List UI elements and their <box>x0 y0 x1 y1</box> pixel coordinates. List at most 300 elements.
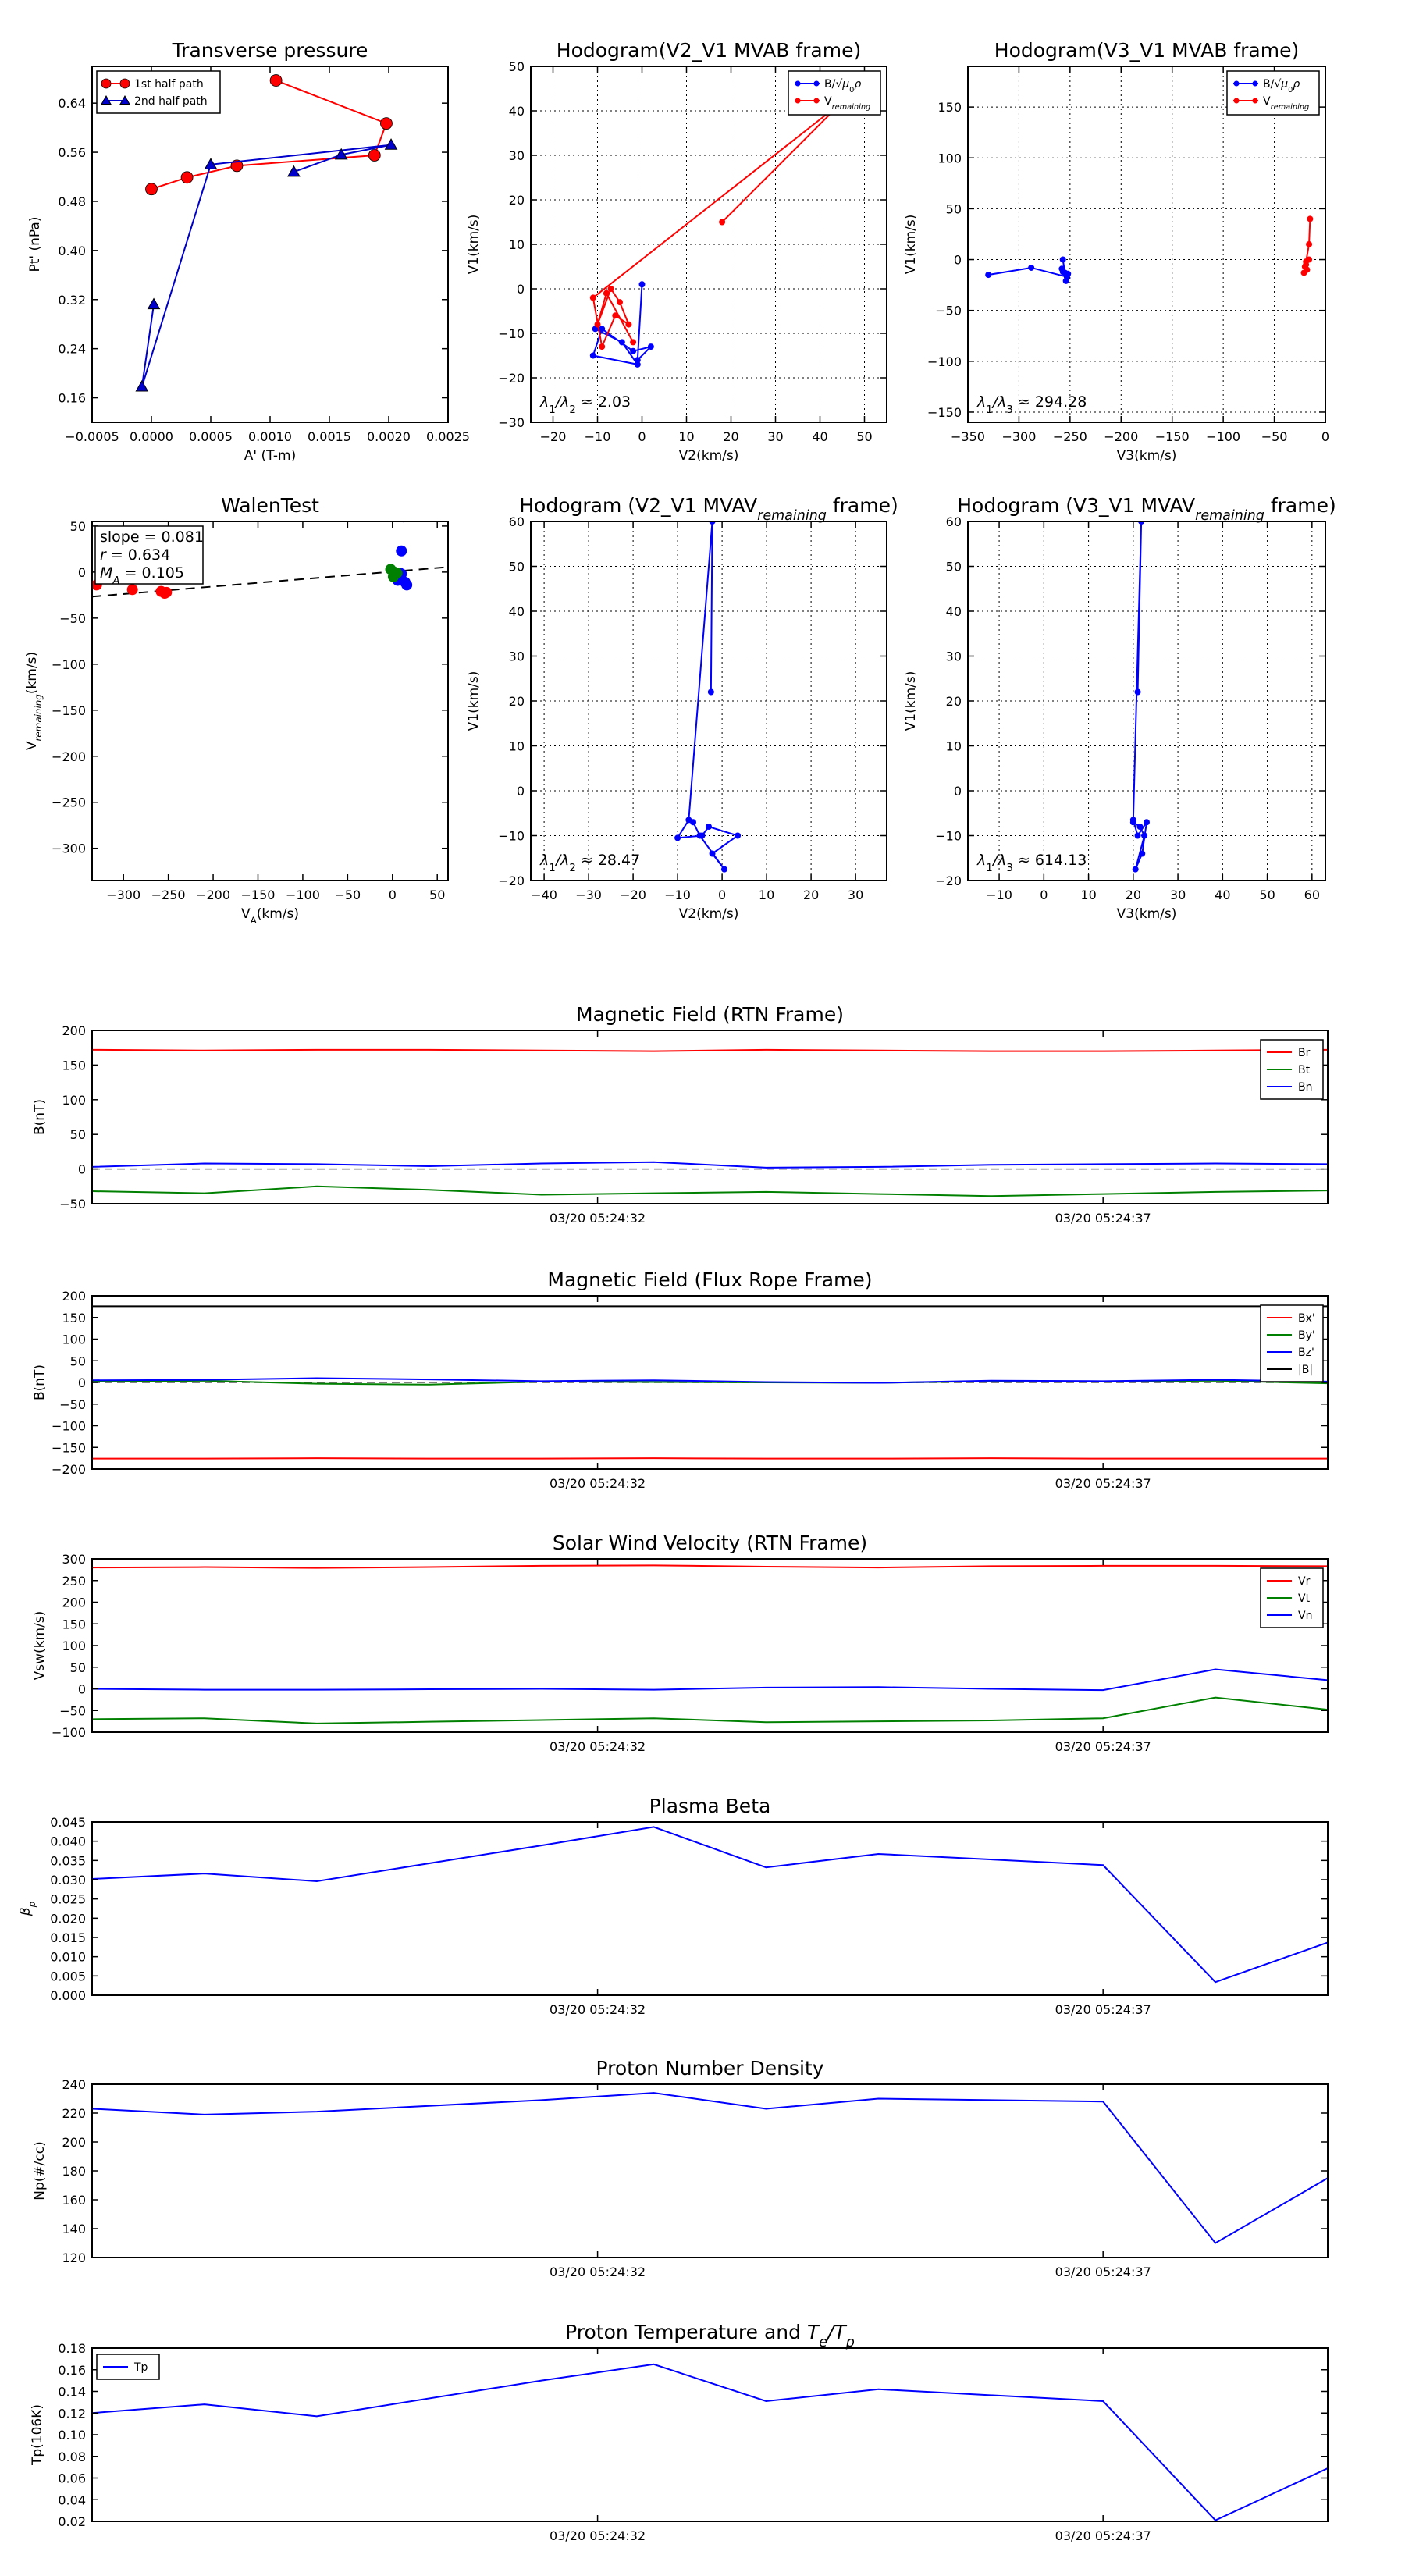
y-tick-label: 100 <box>62 1638 86 1653</box>
plot-area <box>985 215 1313 283</box>
y-tick-label: 30 <box>508 649 525 664</box>
y-tick-label: 300 <box>62 1552 86 1567</box>
data-point <box>181 172 193 183</box>
y-axis-label: Tp(106K) <box>30 2403 45 2466</box>
y-tick-label: −50 <box>59 1197 86 1212</box>
y-tick-label: 40 <box>508 104 525 119</box>
x-tick-label: 03/20 05:24:37 <box>1055 1739 1151 1754</box>
x-tick-label: 0 <box>638 429 646 444</box>
x-tick-label: 03/20 05:24:37 <box>1055 2002 1151 2017</box>
y-tick-label: −200 <box>52 749 86 764</box>
y-tick-label: 100 <box>62 1332 86 1347</box>
data-point <box>388 571 399 582</box>
y-tick-label: 160 <box>62 2193 86 2208</box>
y-tick-label: 0.010 <box>50 1949 86 1965</box>
series-line-Bn <box>92 1162 1328 1168</box>
y-tick-label: −50 <box>935 303 962 318</box>
legend-label: Bt <box>1298 1064 1311 1076</box>
data-point <box>127 584 138 595</box>
data-point <box>635 357 641 363</box>
chart-h21 <box>466 39 887 464</box>
y-tick-label: −10 <box>498 326 525 341</box>
data-point <box>1307 215 1313 222</box>
data-point <box>639 281 646 287</box>
x-tick-label: 50 <box>429 888 446 902</box>
axes-frame <box>92 2348 1328 2521</box>
data-point <box>595 322 601 328</box>
y-tick-label: 0.035 <box>50 1853 86 1869</box>
x-tick-label: −40 <box>531 888 557 902</box>
x-tick-label: −250 <box>1052 429 1087 444</box>
y-axis-label: Vsw(km/s) <box>32 1610 48 1681</box>
y-tick-label: 100 <box>62 1092 86 1108</box>
y-tick-label: 30 <box>508 148 525 163</box>
legend-marker <box>795 81 801 87</box>
y-tick-label: 0.32 <box>58 292 86 308</box>
x-tick-label: 30 <box>1169 888 1186 902</box>
series-line-Bx' <box>92 1458 1328 1459</box>
data-point <box>1301 269 1307 276</box>
chart-tp2 <box>30 2321 1328 2543</box>
chart-tp <box>27 39 470 464</box>
y-tick-label: 50 <box>945 559 962 575</box>
legend-marker <box>1234 81 1240 87</box>
x-tick-label: 50 <box>856 429 873 444</box>
y-tick-label: 0.18 <box>58 2341 86 2356</box>
y-tick-label: 150 <box>62 1617 86 1632</box>
x-tick-label: 0.0025 <box>426 429 470 444</box>
data-point <box>161 587 172 598</box>
data-point <box>386 139 397 149</box>
data-point <box>1144 819 1150 825</box>
legend-label: By' <box>1298 1329 1315 1342</box>
series-line-Vr <box>92 1565 1328 1567</box>
chart-vsw <box>32 1532 1328 1754</box>
data-point <box>1063 278 1069 284</box>
x-tick-label: 40 <box>1215 888 1231 902</box>
y-tick-label: 0.16 <box>58 390 86 406</box>
y-tick-label: −200 <box>52 1462 86 1477</box>
data-point <box>735 833 741 839</box>
axes-frame <box>92 1559 1328 1732</box>
y-tick-label: −50 <box>59 610 86 626</box>
y-tick-label: 0 <box>516 784 525 799</box>
legend <box>1261 1568 1323 1628</box>
chart-bfield <box>32 1003 1328 1226</box>
data-point <box>1306 241 1312 247</box>
data-point <box>630 348 636 354</box>
legend-label: |B| <box>1298 1364 1314 1376</box>
series-line-2nd half path <box>142 145 391 387</box>
data-point <box>612 312 618 318</box>
x-tick-label: −200 <box>1104 429 1139 444</box>
data-point <box>603 290 610 297</box>
plot-area <box>92 1050 1328 1196</box>
y-tick-label: 120 <box>62 2250 86 2265</box>
y-tick-label: 50 <box>508 59 525 74</box>
data-point <box>1130 819 1136 825</box>
y-axis-label: V1(km/s) <box>466 214 482 275</box>
x-tick-label: 0 <box>1321 429 1330 444</box>
data-point <box>625 322 631 328</box>
x-tick-label: 0.0010 <box>248 429 292 444</box>
y-tick-label: −10 <box>498 828 525 844</box>
chart-title: Transverse pressure <box>172 39 368 62</box>
chart-bfr <box>32 1268 1328 1491</box>
y-tick-label: 50 <box>69 1660 86 1675</box>
data-point <box>1136 824 1143 830</box>
x-tick-label: −30 <box>575 888 602 902</box>
x-tick-label: 03/20 05:24:32 <box>550 1211 646 1226</box>
legend <box>1261 1040 1323 1099</box>
eigen-ratio: $\lambda_1/\lambda_3 \approx 614.13$ <box>977 852 1087 874</box>
x-tick-label: 0.0005 <box>189 429 233 444</box>
y-tick-label: 50 <box>69 1354 86 1369</box>
y-tick-label: 0 <box>77 1681 86 1697</box>
y-tick-label: −100 <box>52 1418 86 1434</box>
y-axis-label: B(nT) <box>32 1098 48 1136</box>
y-tick-label: 140 <box>62 2222 86 2236</box>
x-tick-label: 0.0000 <box>130 429 173 444</box>
y-tick-label: 200 <box>62 1023 86 1038</box>
data-point <box>721 866 727 873</box>
y-tick-label: 0 <box>953 784 962 799</box>
y-tick-label: 0.040 <box>50 1834 86 1849</box>
x-tick-label: 30 <box>847 888 864 902</box>
x-tick-label: 20 <box>802 888 820 902</box>
axes-frame <box>968 66 1325 422</box>
legend-label: Br <box>1298 1047 1311 1059</box>
legend-label: Bz' <box>1298 1347 1314 1359</box>
y-tick-label: −20 <box>498 371 525 386</box>
x-tick-label: 20 <box>1125 888 1142 902</box>
y-tick-label: 0.10 <box>58 2428 86 2443</box>
data-point <box>985 272 991 278</box>
y-tick-label: 0.08 <box>58 2449 86 2464</box>
data-point <box>674 834 681 841</box>
x-tick-label: 30 <box>767 429 784 444</box>
chart-title: Hodogram(V2_V1 MVAB frame) <box>556 39 862 62</box>
plot-area <box>674 518 741 873</box>
series-line-0 <box>1133 521 1147 870</box>
legend-marker <box>1234 98 1240 104</box>
y-tick-label: 150 <box>62 1310 86 1325</box>
data-point <box>630 339 636 345</box>
y-tick-label: 0.015 <box>50 1930 86 1945</box>
legend-label: Vr <box>1298 1575 1311 1588</box>
data-point <box>380 118 392 130</box>
y-tick-label: 0.16 <box>58 2362 86 2378</box>
y-axis-label: Pt' (nPa) <box>27 216 43 272</box>
y-tick-label: −100 <box>52 1725 86 1740</box>
x-tick-label: 20 <box>723 429 739 444</box>
stats-r: r = 0.634 <box>100 546 171 564</box>
y-axis-label: V1(km/s) <box>903 214 919 275</box>
data-point <box>1062 269 1068 276</box>
y-tick-label: 0 <box>77 1375 86 1390</box>
y-tick-label: 0 <box>77 564 86 580</box>
legend-marker <box>814 81 820 87</box>
data-point <box>690 819 696 825</box>
y-tick-label: 60 <box>945 514 962 529</box>
series-line-Br <box>92 1050 1328 1051</box>
y-tick-label: −20 <box>498 873 525 888</box>
x-tick-label: 03/20 05:24:37 <box>1055 1476 1151 1491</box>
y-tick-label: 40 <box>508 604 525 619</box>
y-tick-label: 0 <box>953 252 962 268</box>
y-axis-label: B(nT) <box>32 1364 48 1401</box>
y-tick-label: 20 <box>945 694 962 709</box>
data-point <box>1141 833 1147 839</box>
y-tick-label: −150 <box>52 703 86 718</box>
chart-np <box>32 2057 1328 2279</box>
x-tick-label: −10 <box>664 888 691 902</box>
chart-wt <box>24 494 448 926</box>
chart-beta <box>18 1795 1328 2017</box>
y-tick-label: −300 <box>52 841 86 856</box>
x-tick-label: 03/20 05:24:32 <box>550 1739 646 1754</box>
chart-h21r <box>466 494 898 922</box>
x-tick-label: −20 <box>620 888 646 902</box>
legend-marker <box>814 98 820 104</box>
eigen-ratio: $\lambda_1/\lambda_3 \approx 294.28$ <box>977 393 1087 416</box>
legend-marker <box>795 98 801 104</box>
legend-label: Bn <box>1298 1081 1313 1094</box>
legend-label: 1st half path <box>134 78 204 91</box>
data-point <box>136 381 148 391</box>
x-axis-label: A' (T-m) <box>244 448 297 464</box>
axes-frame <box>92 2084 1328 2258</box>
axes-frame <box>92 1030 1328 1204</box>
chart-title: Hodogram (V3_V1 $MVAV_{remaining}$ frame) <box>957 494 1336 524</box>
y-tick-label: 220 <box>62 2106 86 2121</box>
series-line-Tp <box>92 2364 1328 2521</box>
y-tick-label: 0.14 <box>58 2384 86 2400</box>
x-tick-label: 10 <box>1080 888 1097 902</box>
y-tick-label: 10 <box>945 738 962 754</box>
x-tick-label: −50 <box>1261 429 1288 444</box>
x-tick-label: −10 <box>584 429 611 444</box>
plot-area <box>136 75 397 391</box>
data-point <box>599 343 605 350</box>
legend-label: 2nd half path <box>134 95 208 108</box>
chart-title: Plasma Beta <box>649 1795 771 1817</box>
legend-label: $B/√\mu_0\rho$ <box>824 78 862 94</box>
data-point <box>619 339 625 345</box>
x-tick-label: 03/20 05:24:37 <box>1055 2528 1151 2543</box>
legend <box>788 71 880 115</box>
y-tick-label: 0.005 <box>50 1969 86 1984</box>
data-point <box>697 833 703 839</box>
x-tick-label: 03/20 05:24:32 <box>550 1476 646 1491</box>
y-tick-label: 0.56 <box>58 145 86 161</box>
plot-area <box>92 2364 1328 2521</box>
y-tick-label: 240 <box>62 2077 86 2092</box>
y-tick-label: −20 <box>935 873 962 888</box>
y-tick-label: 0.48 <box>58 194 86 209</box>
data-point <box>148 299 160 309</box>
data-point <box>608 286 614 292</box>
x-tick-label: 40 <box>812 429 828 444</box>
data-point <box>1135 689 1141 696</box>
y-tick-label: 50 <box>508 559 525 575</box>
y-tick-label: 40 <box>945 604 962 619</box>
y-tick-label: 150 <box>62 1058 86 1073</box>
y-tick-label: 0.045 <box>50 1815 86 1830</box>
data-point <box>590 353 596 359</box>
x-tick-label: 0.0020 <box>367 429 411 444</box>
data-point <box>1060 257 1066 263</box>
y-tick-label: 0.12 <box>58 2406 86 2421</box>
stats-ma: $M_A = 0.105$ <box>100 564 184 587</box>
data-point <box>1135 833 1141 839</box>
y-axis-label: $\beta_p$ <box>18 1901 37 1916</box>
y-tick-label: 50 <box>945 201 962 217</box>
y-tick-label: −50 <box>59 1397 86 1412</box>
chart-title: Magnetic Field (RTN Frame) <box>576 1003 844 1026</box>
y-tick-label: 100 <box>937 151 962 166</box>
legend-label: $B/√\mu_0\rho$ <box>1263 78 1300 94</box>
series-line-V_remaining <box>593 102 842 347</box>
x-axis-label: V2(km/s) <box>678 906 739 922</box>
y-tick-label: 0.025 <box>50 1891 86 1907</box>
y-tick-label: 180 <box>62 2164 86 2179</box>
x-tick-label: −100 <box>1206 429 1241 444</box>
y-tick-label: 0.06 <box>58 2471 86 2486</box>
y-tick-label: 0.40 <box>58 243 86 258</box>
chart-title: Magnetic Field (Flux Rope Frame) <box>547 1268 873 1291</box>
x-tick-label: 0.0015 <box>308 429 351 444</box>
x-tick-label: 0 <box>388 888 397 902</box>
legend-label: $V_{remaining}$ <box>1263 95 1310 112</box>
series-line-0 <box>678 521 738 870</box>
x-tick-label: −350 <box>951 429 985 444</box>
x-tick-label: 0 <box>1040 888 1048 902</box>
y-tick-label: 60 <box>508 514 525 529</box>
y-tick-label: 0.02 <box>58 2514 86 2529</box>
data-point <box>617 299 623 305</box>
series-line-Bt <box>92 1187 1328 1196</box>
data-point <box>146 183 158 195</box>
x-tick-label: 60 <box>1304 888 1321 902</box>
stats-slope: slope = 0.081 <box>100 528 204 546</box>
x-tick-label: 03/20 05:24:32 <box>550 2528 646 2543</box>
x-tick-label: 03/20 05:24:37 <box>1055 2265 1151 2279</box>
y-tick-label: 0.000 <box>50 1988 86 2003</box>
y-tick-label: 200 <box>62 1289 86 1304</box>
y-tick-label: 250 <box>62 1573 86 1589</box>
x-axis-label: V3(km/s) <box>1116 906 1177 922</box>
data-point <box>708 689 714 696</box>
series-line-Vn <box>92 1670 1328 1691</box>
x-tick-label: −100 <box>285 888 320 902</box>
x-tick-label: −250 <box>151 888 186 902</box>
legend-label: Bx' <box>1298 1312 1315 1325</box>
legend-marker <box>1253 98 1258 104</box>
eigen-ratio: $\lambda_1/\lambda_2 \approx 28.47$ <box>540 852 641 874</box>
data-point <box>710 851 716 857</box>
y-tick-label: 200 <box>62 1595 86 1610</box>
legend <box>1227 71 1319 115</box>
legend-label: $V_{remaining}$ <box>824 95 871 112</box>
series-line-0 <box>92 1827 1328 1982</box>
data-point <box>400 577 411 588</box>
y-axis-label: Np(#/cc) <box>32 2141 48 2201</box>
plot-area <box>590 99 845 368</box>
data-point <box>719 219 725 226</box>
x-tick-label: 03/20 05:24:37 <box>1055 1211 1151 1226</box>
x-tick-label: 03/20 05:24:32 <box>550 2002 646 2017</box>
series-line-Vt <box>92 1698 1328 1724</box>
y-tick-label: 20 <box>508 193 525 208</box>
x-tick-label: −20 <box>539 429 567 444</box>
legend-label: Vt <box>1298 1592 1311 1605</box>
x-tick-label: −10 <box>986 888 1012 902</box>
data-point <box>1028 265 1034 271</box>
chart-h31r <box>903 494 1336 922</box>
x-tick-label: −0.0005 <box>65 429 119 444</box>
y-axis-label: V1(km/s) <box>903 671 919 731</box>
chart-title: Proton Temperature and $T_e/T_p$ <box>565 2321 855 2350</box>
data-point <box>396 546 407 557</box>
y-tick-label: −100 <box>927 354 962 369</box>
x-tick-label: −50 <box>334 888 361 902</box>
x-axis-label: $V_A(km/s)$ <box>240 906 300 926</box>
eigen-ratio: $\lambda_1/\lambda_2 \approx 2.03$ <box>540 393 631 416</box>
y-tick-label: 150 <box>937 100 962 116</box>
chart-title: Hodogram(V3_V1 MVAB frame) <box>994 39 1300 62</box>
legend <box>97 2354 159 2379</box>
data-point <box>590 294 596 301</box>
y-axis-label: $V_{remaining}(km/s)$ <box>24 651 44 751</box>
data-point <box>1306 257 1312 263</box>
x-tick-label: 0 <box>718 888 727 902</box>
y-axis-label: V1(km/s) <box>466 671 482 731</box>
y-tick-label: 10 <box>508 738 525 754</box>
y-tick-label: −100 <box>52 656 86 672</box>
y-tick-label: 200 <box>62 2135 86 2150</box>
legend-label: Vn <box>1298 1610 1313 1622</box>
y-tick-label: 30 <box>945 649 962 664</box>
plot-area <box>92 2093 1328 2243</box>
x-axis-label: V2(km/s) <box>678 448 739 464</box>
y-tick-label: 0.04 <box>58 2492 86 2508</box>
y-tick-label: −30 <box>498 415 525 430</box>
data-point <box>706 824 712 830</box>
data-point <box>270 75 282 87</box>
y-tick-label: −10 <box>935 828 962 844</box>
legend-marker <box>101 79 111 88</box>
y-tick-label: 20 <box>508 694 525 709</box>
chart-title: WalenTest <box>221 494 319 517</box>
y-tick-label: 0 <box>77 1162 86 1177</box>
y-tick-label: 0.020 <box>50 1911 86 1927</box>
x-tick-label: 10 <box>678 429 695 444</box>
y-tick-label: −150 <box>927 404 962 420</box>
x-tick-label: −300 <box>1001 429 1037 444</box>
y-tick-label: −250 <box>52 795 86 810</box>
legend-label: Tp <box>134 2361 148 2374</box>
x-tick-label: 03/20 05:24:32 <box>550 2265 646 2279</box>
series-line-B/√(μ0ρ) <box>988 260 1068 281</box>
x-axis-label: V3(km/s) <box>1116 448 1177 464</box>
x-tick-label: 10 <box>758 888 775 902</box>
data-point <box>1133 866 1139 873</box>
x-tick-label: −150 <box>1154 429 1190 444</box>
plot-area <box>92 1565 1328 1724</box>
chart-h31 <box>903 39 1329 464</box>
y-tick-label: 50 <box>69 518 86 534</box>
